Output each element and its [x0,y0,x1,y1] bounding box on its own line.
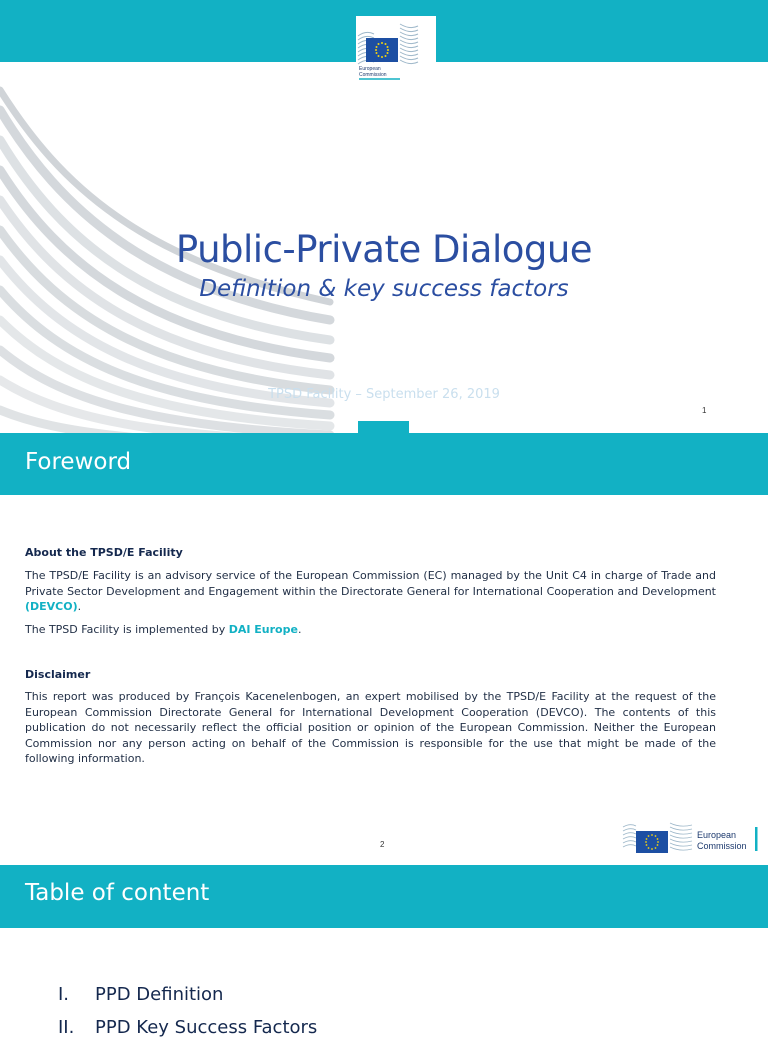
ec-logo-small [622,819,758,857]
logo-text-1: European [697,830,737,840]
about-text: The TPSD/E Facility is an advisory service of the European Commission (EC) managed by the Unit C4 in charge of Trade and Private Sector Development and Engagement within the Directorate General for International Cooperation and Development [25,569,716,598]
toc-number: I. [58,984,70,1005]
dai-europe-link[interactable]: DAI Europe [228,623,298,636]
page-number: 2 [380,840,385,849]
foreword-slide [0,433,768,865]
about-end: . [77,600,82,613]
slide-title: Public-Private Dialogue [175,228,593,271]
toc-item [58,984,223,1005]
date-line: TPSD Facility – September 26, 2019 [268,387,500,402]
about-paragraph [25,568,716,615]
bottom-tab [358,421,409,433]
implemented-paragraph [25,622,716,638]
page-number: 1 [702,406,707,415]
implemented-text: The TPSD Facility is implemented by [25,623,226,636]
disclaimer-heading: Disclaimer [25,668,91,681]
logo-text-1: European [359,66,381,72]
about-heading: About the TPSD/E Facility [25,546,183,559]
toc-slide [0,865,768,1038]
toc-label: PPD Key Success Factors [95,1017,318,1038]
disclaimer-text: This report was produced by François Kacenelenbogen, an expert mobilised by the TPSD/E Facility at the request of the European Commission Directorate General for International Development Cooperation (DEVCO). The contents of this publication do not necessarily reflect the official position or opinion of the European Commission. Neither the European Commission nor any person acting on behalf of the Commission is responsible for the use that might be made of the following information. [25,690,716,765]
slide-header: Foreword [25,449,132,475]
logo-text-2: Commission [697,841,747,851]
slide-header: Table of content [25,880,210,906]
slide-subtitle: Definition & key success factors [199,276,569,302]
logo-text-2: Commission [359,72,387,78]
toc-number: II. [58,1017,75,1038]
toc-item [58,1017,317,1038]
devco-highlight: (DEVCO) [25,600,78,613]
ec-logo [356,16,436,80]
implemented-end: . [297,623,302,636]
title-slide [0,0,768,433]
toc-label: PPD Definition [95,984,224,1005]
